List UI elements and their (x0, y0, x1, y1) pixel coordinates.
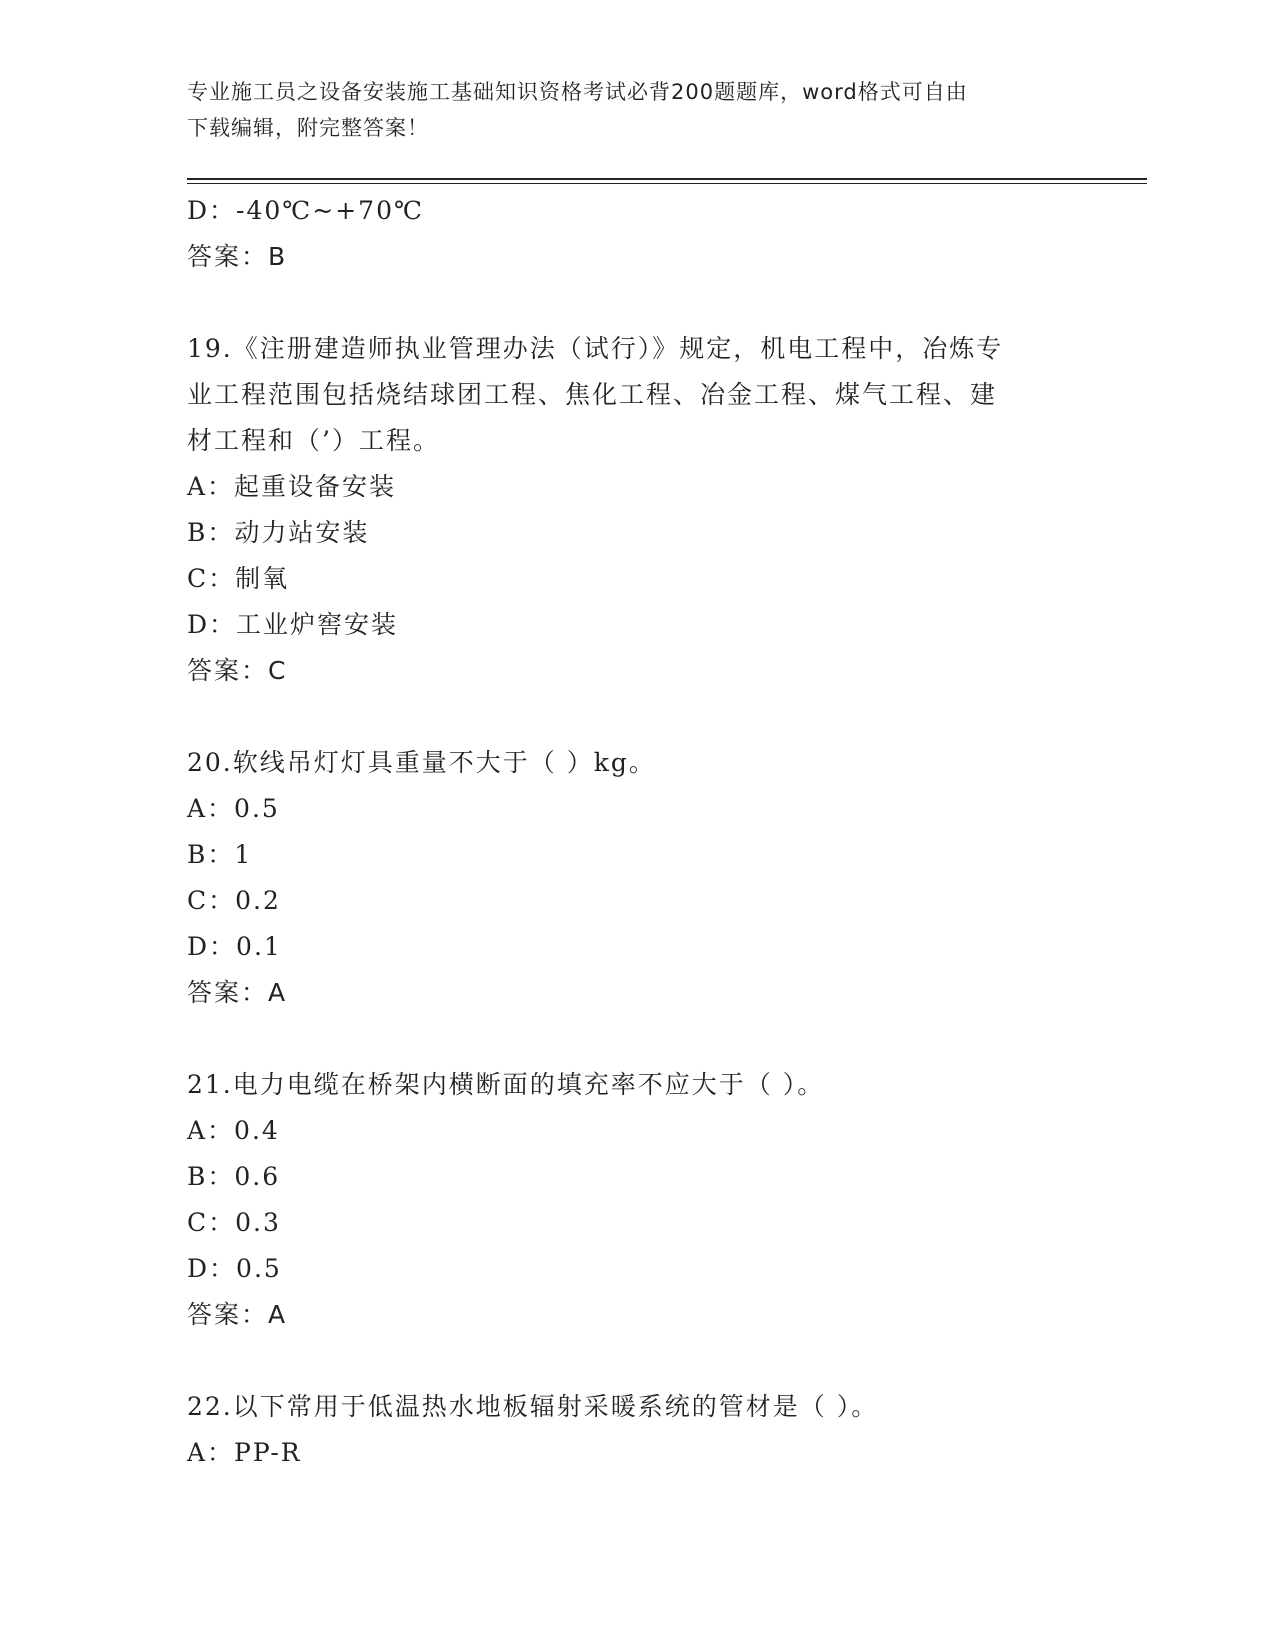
question-19 (187, 326, 1077, 694)
answer-line: 答案：A (187, 1300, 288, 1329)
header-divider-thin (187, 183, 1147, 184)
option-d: D：-40℃~+70℃ (187, 196, 424, 225)
option-a: A：0.5 (187, 794, 280, 823)
option-c: C：制氧 (187, 564, 290, 593)
document-header (187, 74, 1087, 146)
document-body (187, 188, 1077, 1476)
answer-line: 答案：C (187, 656, 288, 685)
option-b: B：1 (187, 840, 253, 869)
question-text: 22.以下常用于低温热水地板辐射采暖系统的管材是（ ）。 (187, 1392, 879, 1421)
option-c: C：0.3 (187, 1208, 281, 1237)
question-22 (187, 1384, 1077, 1476)
option-b: B：0.6 (187, 1162, 281, 1191)
question-text: 19.《注册建造师执业管理办法（试行）》规定，机电工程中，冶炼专 (187, 334, 1004, 363)
header-divider-thick (187, 178, 1147, 180)
option-c: C：0.2 (187, 886, 281, 915)
option-a: A：起重设备安装 (187, 472, 397, 501)
option-a: A：0.4 (187, 1116, 280, 1145)
question-20 (187, 740, 1077, 1016)
option-d: D：0.1 (187, 932, 282, 961)
header-line-2: 下载编辑，附完整答案！ (187, 116, 429, 140)
answer-line: 答案：B (187, 242, 288, 271)
option-b: B：动力站安装 (187, 518, 370, 547)
option-a: A：PP-R (187, 1438, 302, 1467)
option-d: D：工业炉窖安装 (187, 610, 399, 639)
question-21 (187, 1062, 1077, 1338)
answer-line: 答案：A (187, 978, 288, 1007)
question-text: 业工程范围包括烧结球团工程、焦化工程、冶金工程、煤气工程、建 (187, 380, 998, 409)
option-d: D：0.5 (187, 1254, 282, 1283)
question-text: 20.软线吊灯灯具重量不大于（ ）kg。 (187, 748, 656, 777)
question-text: 21.电力电缆在桥架内横断面的填充率不应大于（ ）。 (187, 1070, 825, 1099)
header-line-1: 专业施工员之设备安装施工基础知识资格考试必背200题题库，word格式可自由 (187, 80, 968, 104)
question-text: 材工程和（’）工程。 (187, 426, 440, 455)
